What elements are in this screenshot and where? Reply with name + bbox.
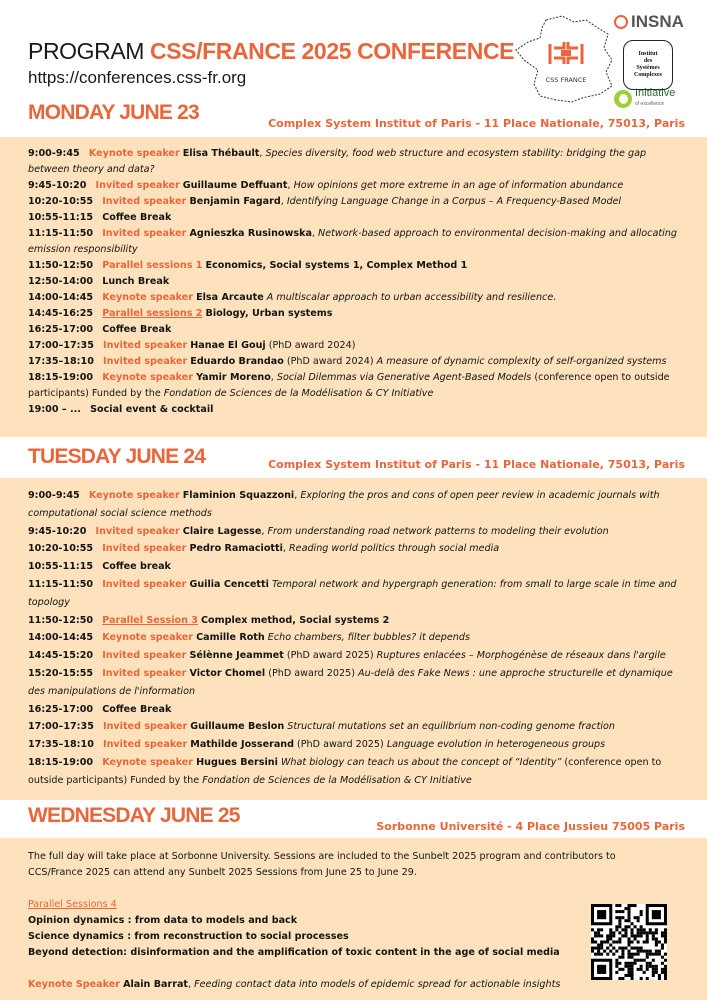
tuesday-location: Complex System Institut of Paris - 11 Place Nationale, 75013, Paris: [268, 458, 685, 471]
award-note: (PhD award 2025): [283, 650, 377, 662]
talk-title: A measure of dynamic complexity of self-organized systems: [376, 356, 667, 367]
session-role: Invited speaker: [103, 340, 188, 351]
time-slot: 14:45-16:25: [28, 308, 94, 319]
schedule-row: [28, 370, 681, 402]
time-slot: 14:00-14:45: [28, 292, 94, 303]
schedule-row: [28, 210, 681, 226]
session-label: Complex method, Social systems 2: [201, 614, 390, 626]
parallel-session-item: Science dynamics : from reconstruction to social processes: [28, 931, 349, 942]
session-role: Keynote speaker: [88, 148, 180, 159]
speaker-name: Hugues Bersini: [196, 756, 278, 768]
time-slot: 17:35–18:10: [28, 739, 94, 751]
session-label: Biology, Urban systems: [205, 308, 333, 319]
title-accent: CSS/FRANCE 2025 CONFERENCE: [150, 38, 515, 64]
wednesday-location: Sorbonne Université - 4 Place Jussieu 75005 Paris: [376, 820, 685, 833]
talk-title: How opinions get more extreme in an age of information abundance: [293, 180, 624, 191]
schedule-row: [28, 523, 681, 541]
session-label: Coffee Break: [102, 212, 172, 223]
schedule-row: [28, 576, 681, 612]
talk-title: Echo chambers, filter bubbles? it depends: [267, 632, 470, 644]
time-slot: 16:25-17:00: [28, 324, 94, 335]
schedule-row: [28, 701, 681, 719]
session-role: Keynote speaker: [102, 372, 194, 383]
tuesday-schedule: [28, 487, 681, 790]
schedule-row: [28, 754, 681, 790]
talk-title: Au-delà des Fake News : une approche structurelle et dynamique des manipulations de l'information: [28, 667, 673, 697]
wednesday-heading: WEDNESDAY JUNE 25: [28, 804, 240, 827]
talk-title: Ruptures enlacées – Morphogénèse de réseaux dans l'argile: [376, 650, 666, 662]
separator: ,: [280, 196, 287, 207]
wednesday-intro: The full day will take place at Sorbonne University. Sessions are included to the Sunbelt 2025 program and contributors to CCS/France 2025 can attend any Sunbelt 2025 Sessions from June 25 to June 29.: [28, 851, 616, 878]
schedule-row: [28, 558, 681, 576]
separator: ,: [311, 228, 319, 239]
talk-title: Reading world politics through social media: [289, 543, 500, 555]
award-note: (PhD award 2025): [265, 667, 359, 679]
tuesday-section: [0, 478, 707, 800]
talk-title: Identifying Language Change in a Corpus – A Frequency-Based Model: [286, 196, 622, 207]
speaker-name: Elisa Thébault: [182, 148, 260, 159]
time-slot: 16:25-17:00: [28, 703, 94, 715]
speaker-name: Elsa Arcaute: [196, 292, 264, 303]
talk-title: Network-based approach to environmental decision-making and allocating emission responsibility: [28, 228, 677, 255]
time-slot: 12:50-14:00: [28, 276, 94, 287]
speaker-name: Benjamin Fagard: [189, 196, 281, 207]
session-role: Invited speaker: [103, 721, 188, 733]
session-role[interactable]: Parallel sessions 2: [102, 308, 203, 319]
time-slot: 19:00 – ...: [28, 404, 81, 415]
separator: ,: [294, 490, 301, 501]
session-label: Lunch Break: [102, 276, 170, 287]
france-map-logo: [512, 14, 622, 104]
cy-circle-icon: [614, 90, 632, 108]
time-slot: 11:15-11:50: [28, 228, 94, 239]
speaker-name: Agnieszka Rusinowska: [189, 228, 312, 239]
monday-location: Complex System Institut of Paris - 11 Place Nationale, 75013, Paris: [268, 117, 685, 130]
session-role: Keynote speaker: [102, 756, 194, 768]
award-note: (PhD award 2024): [265, 340, 356, 351]
session-label: Coffee break: [102, 561, 171, 573]
award-note: (PhD award 2024): [283, 356, 377, 367]
speaker-name: Victor Chomel: [189, 667, 266, 679]
speaker-name: Hanae El Gouj: [190, 340, 266, 351]
session-role: Invited speaker: [102, 578, 187, 590]
time-slot: 9:00-9:45: [28, 490, 80, 501]
session-role: Invited speaker: [102, 196, 187, 207]
schedule-row: [28, 226, 681, 258]
css-france-label: CSS FRANCE: [545, 76, 587, 84]
session-role: Keynote speaker: [102, 292, 194, 303]
schedule-row: [28, 354, 681, 370]
schedule-row: [28, 258, 681, 274]
separator: ,: [282, 543, 289, 555]
time-slot: 10:55-11:15: [28, 561, 94, 573]
schedule-row: [28, 178, 681, 194]
schedule-row: [28, 718, 681, 736]
schedule-row: [28, 612, 681, 630]
time-slot: 14:45-15:20: [28, 650, 94, 662]
session-label: Coffee Break: [102, 324, 172, 335]
parallel-sessions-4-link[interactable]: Parallel Sessions 4: [28, 899, 117, 910]
wednesday-content: [28, 849, 671, 993]
separator: ,: [259, 148, 266, 159]
parallel-session-item: Beyond detection: disinformation and the amplification of toxic content in the age of social media: [28, 947, 560, 958]
cy-text: Initiative of excellence: [635, 87, 676, 107]
session-role: Invited speaker: [103, 739, 188, 751]
schedule-row: [28, 322, 681, 338]
iscpif-text: Institut des Systèmes Complexes: [634, 51, 662, 78]
session-label: Coffee Break: [102, 703, 172, 715]
time-slot: 15:20-15:55: [28, 667, 94, 679]
session-role: Invited speaker: [102, 228, 187, 239]
time-slot: 18:15-19:00: [28, 756, 94, 768]
speaker-name: Claire Lagesse: [182, 525, 262, 537]
time-slot: 17:35–18:10: [28, 356, 94, 367]
speaker-name: Eduardo Brandao: [190, 356, 284, 367]
schedule-row: [28, 665, 681, 701]
funding-note: (conference open to outside participants) Funded by the: [28, 372, 670, 399]
session-role[interactable]: Parallel Session 3: [102, 614, 198, 626]
monday-heading: MONDAY JUNE 23: [28, 101, 199, 124]
funder-name: Fondation de Sciences de la Modélisation & CY Initiative: [163, 388, 434, 399]
schedule-row: [28, 274, 681, 290]
insna-text: INSNA: [631, 12, 684, 31]
schedule-row: [28, 487, 681, 523]
funding-note: (conference open to outside participants) Funded by the: [28, 756, 662, 786]
schedule-row: [28, 194, 681, 210]
time-slot: 17:00–17:35: [28, 721, 94, 733]
time-slot: 9:45-10:20: [28, 180, 87, 191]
time-slot: 9:45-10:20: [28, 525, 87, 537]
time-slot: 11:50-12:50: [28, 614, 94, 626]
title-lead: PROGRAM: [28, 38, 151, 64]
time-slot: 18:15-19:00: [28, 372, 94, 383]
schedule-row: [28, 402, 681, 418]
schedule-row: [28, 647, 681, 665]
talk-title: A multiscalar approach to urban accessibility and resilience.: [266, 292, 557, 303]
time-slot: 10:20-10:55: [28, 196, 94, 207]
session-role: Invited speaker: [103, 356, 188, 367]
cy-initiative-logo: [614, 88, 675, 110]
talk-title: Species diversity, food web structure and ecosystem stability: bridging the gap between theory and data?: [28, 148, 647, 175]
session-role: Invited speaker: [95, 180, 180, 191]
schedule-row: [28, 146, 681, 178]
schedule-row: [28, 338, 681, 354]
time-slot: 10:55-11:15: [28, 212, 94, 223]
time-slot: 10:20-10:55: [28, 543, 94, 555]
iscpif-logo: [623, 40, 673, 90]
speaker-name: Pedro Ramaciotti: [189, 543, 283, 555]
schedule-row: [28, 540, 681, 558]
talk-title: Social Dilemmas via Generative Agent-Based Models: [276, 372, 532, 383]
conference-url[interactable]: https://conferences.css-fr.org: [28, 68, 247, 87]
speaker-name: Guillaume Deffuant: [182, 180, 288, 191]
speaker-name: Guilia Cencetti: [189, 578, 269, 590]
keynote-name: Alain Barrat: [123, 979, 189, 990]
qr-code[interactable]: [591, 904, 667, 980]
session-role: Invited speaker: [102, 543, 187, 555]
keynote-role: Keynote Speaker: [28, 979, 120, 990]
session-label: Economics, Social systems 1, Complex Method 1: [205, 260, 468, 271]
talk-title: What biology can teach us about the concept of “Identity”: [280, 756, 562, 768]
talk-title: From understanding road network patterns to modeling their evolution: [267, 525, 609, 537]
schedule-row: [28, 736, 681, 754]
speaker-name: Sélènne Jeammet: [189, 650, 284, 662]
talk-title: Structural mutations set an equilibrium non-coding genome fraction: [287, 721, 615, 733]
schedule-row: [28, 629, 681, 647]
monday-section: [0, 137, 707, 437]
schedule-row: [28, 306, 681, 322]
time-slot: 17:00–17:35: [28, 340, 94, 351]
session-label: Social event & cocktail: [90, 404, 214, 415]
time-slot: 11:50-12:50: [28, 260, 94, 271]
talk-title: Temporal network and hypergraph generation: from small to large scale in time and topology: [28, 578, 677, 608]
session-role: Invited speaker: [102, 667, 187, 679]
separator: ,: [287, 180, 294, 191]
session-role: Keynote speaker: [102, 632, 194, 644]
session-role: Keynote speaker: [88, 490, 180, 501]
talk-title: Language evolution in heterogeneous groups: [386, 739, 606, 751]
separator: ,: [261, 525, 268, 537]
monday-schedule: [28, 146, 681, 418]
talk-title: Exploring the pros and cons of open peer review in academic journals with computational social science methods: [28, 490, 660, 519]
parallel-session-item: Opinion dynamics : from data to models and back: [28, 915, 298, 926]
schedule-row: [28, 290, 681, 306]
award-note: (PhD award 2025): [293, 739, 387, 751]
wednesday-keynote: Keynote Speaker Alain Barrat, Feeding contact data into models of epidemic spread for actionable insights: [28, 979, 561, 990]
tuesday-heading: TUESDAY JUNE 24: [28, 445, 206, 468]
speaker-name: Guillaume Beslon: [190, 721, 285, 733]
insna-mark-icon: [614, 15, 628, 29]
time-slot: 9:00-9:45: [28, 148, 80, 159]
time-slot: 14:00-14:45: [28, 632, 94, 644]
funder-name: Fondation de Sciences de la Modélisation & CY Initiative: [202, 774, 472, 786]
session-role: Invited speaker: [102, 650, 187, 662]
separator: ,: [270, 372, 277, 383]
time-slot: 11:15-11:50: [28, 578, 94, 590]
page-title: [28, 38, 514, 65]
speaker-name: Yamir Moreno: [196, 372, 271, 383]
insna-logo: [614, 12, 684, 32]
speaker-name: Flaminion Squazzoni: [182, 490, 295, 501]
speaker-name: Camille Roth: [196, 632, 265, 644]
session-role: Invited speaker: [95, 525, 180, 537]
speaker-name: Mathilde Josserand: [190, 739, 294, 751]
keynote-title: Feeding contact data into models of epidemic spread for actionable insights: [194, 979, 561, 990]
session-role: Parallel sessions 1: [102, 260, 203, 271]
